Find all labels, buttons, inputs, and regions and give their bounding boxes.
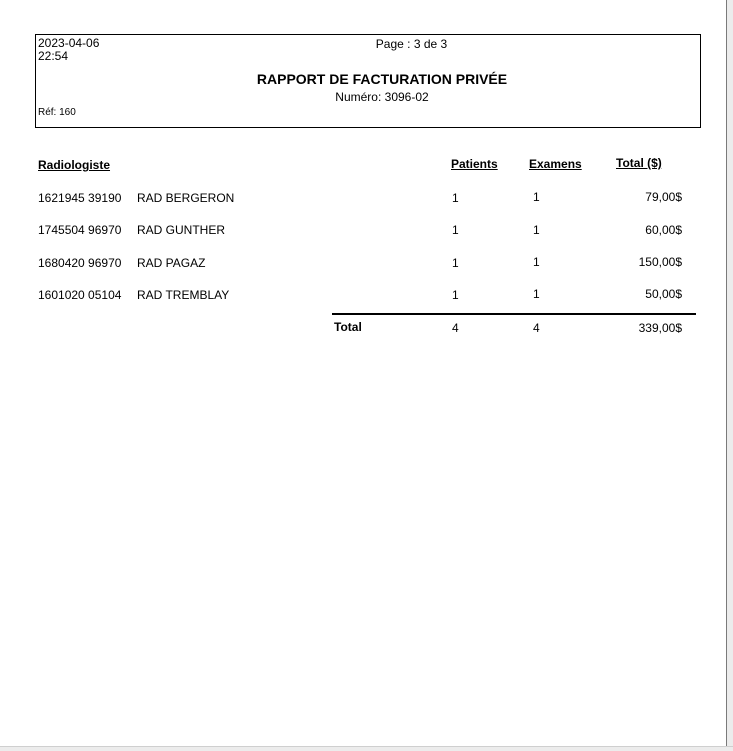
row-examens: 1 bbox=[533, 190, 540, 204]
row-code: 1621945 39190 bbox=[38, 191, 122, 205]
report-time: 22:54 bbox=[38, 49, 69, 63]
report-date: 2023-04-06 bbox=[38, 36, 100, 50]
row-code: 1601020 05104 bbox=[38, 288, 122, 302]
total-examens: 4 bbox=[533, 321, 540, 335]
row-name: RAD GUNTHER bbox=[137, 223, 226, 237]
row-code: 1745504 96970 bbox=[38, 223, 122, 237]
row-patients: 1 bbox=[452, 256, 459, 270]
total-patients: 4 bbox=[452, 321, 459, 335]
row-total: 150,00$ bbox=[638, 255, 682, 269]
row-examens: 1 bbox=[533, 223, 540, 237]
total-label: Total bbox=[334, 320, 362, 334]
total-divider bbox=[332, 313, 696, 315]
viewer-bottom-border bbox=[0, 746, 733, 751]
column-header-radiologiste: Radiologiste bbox=[38, 158, 111, 172]
row-name: RAD BERGERON bbox=[137, 191, 235, 205]
row-code: 1680420 96970 bbox=[38, 256, 122, 270]
row-name: RAD PAGAZ bbox=[137, 256, 206, 270]
column-header-examens: Examens bbox=[529, 157, 582, 171]
row-examens: 1 bbox=[533, 287, 540, 301]
total-amount: 339,00$ bbox=[638, 321, 682, 335]
row-patients: 1 bbox=[452, 288, 459, 302]
row-total: 79,00$ bbox=[645, 190, 682, 204]
report-number: Numéro: 3096-02 bbox=[335, 90, 429, 104]
row-total: 60,00$ bbox=[645, 223, 682, 237]
column-header-total: Total ($) bbox=[616, 156, 662, 170]
row-patients: 1 bbox=[452, 191, 459, 205]
row-total: 50,00$ bbox=[645, 287, 682, 301]
report-ref: Réf: 160 bbox=[38, 107, 76, 118]
row-patients: 1 bbox=[452, 223, 459, 237]
page-number: Page : 3 de 3 bbox=[375, 37, 448, 51]
report-header bbox=[35, 34, 701, 128]
column-header-patients: Patients bbox=[451, 157, 498, 171]
viewer-right-border bbox=[726, 0, 733, 751]
row-examens: 1 bbox=[533, 255, 540, 269]
row-name: RAD TREMBLAY bbox=[137, 288, 230, 302]
report-title: RAPPORT DE FACTURATION PRIVÉE bbox=[256, 71, 508, 87]
